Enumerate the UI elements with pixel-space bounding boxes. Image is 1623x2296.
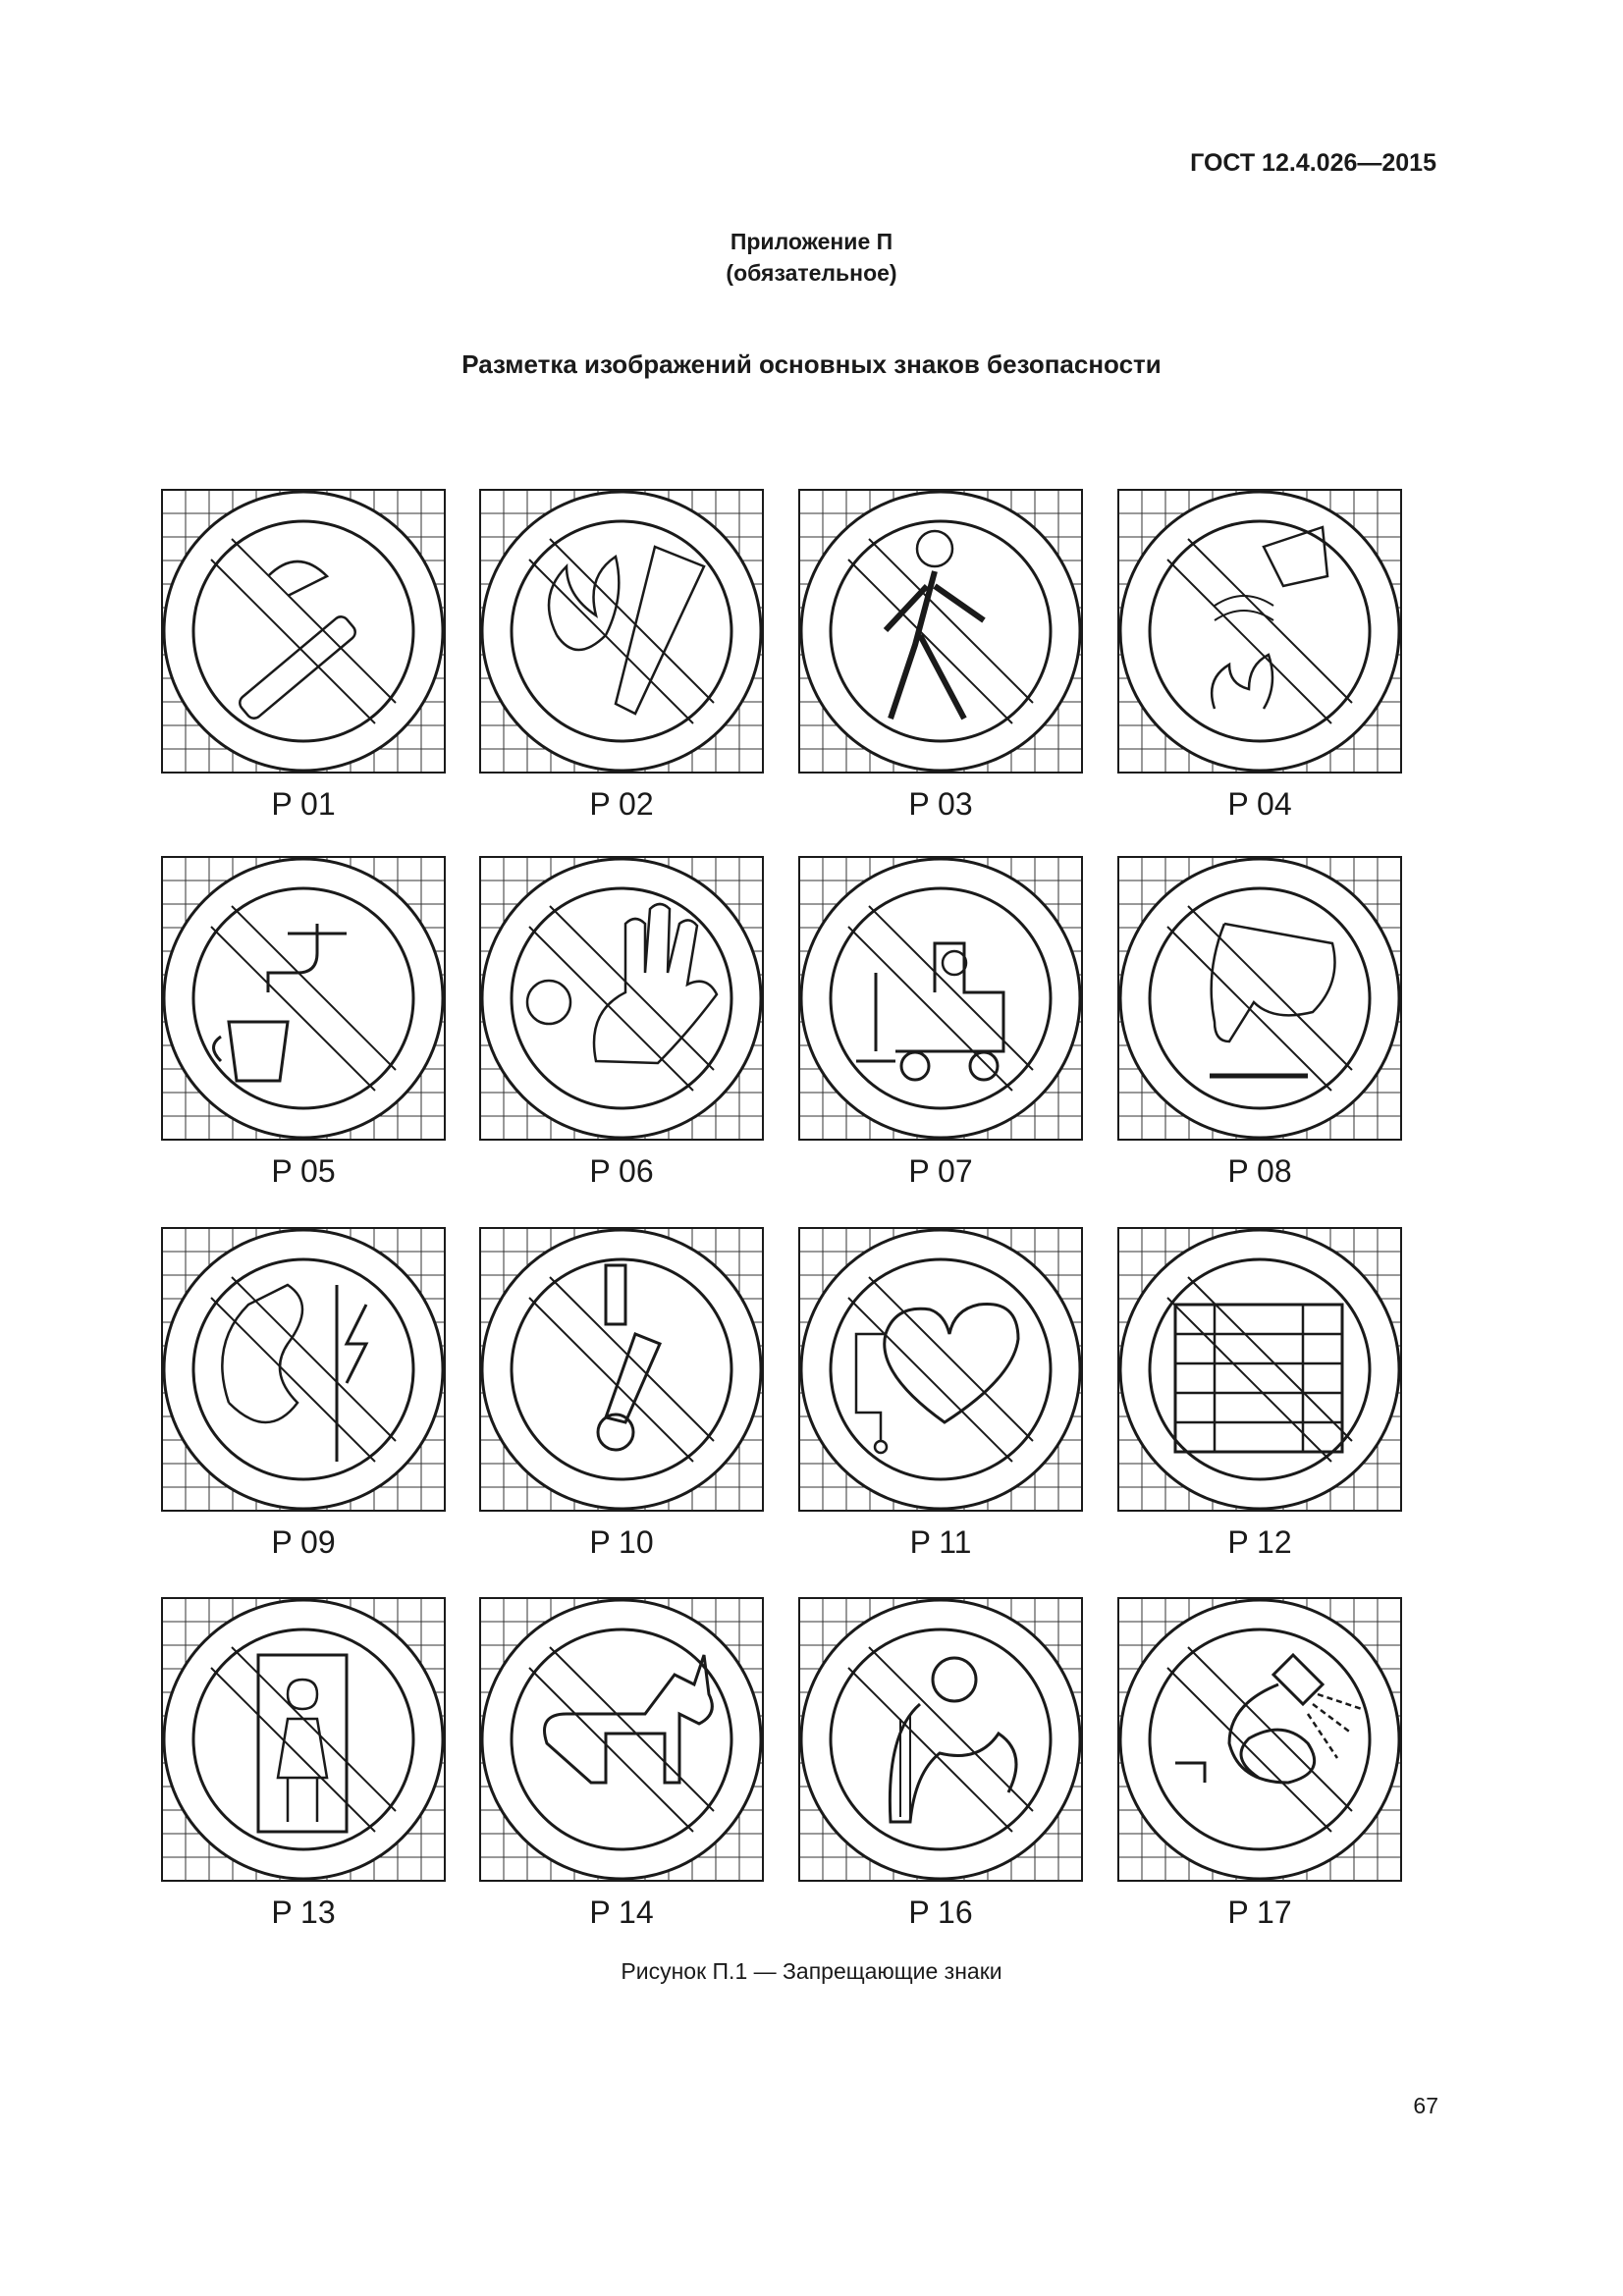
appendix-title: Приложение П — [730, 229, 893, 254]
sign-code: P 01 — [271, 786, 336, 822]
sign-10 — [478, 1226, 765, 1561]
sign-9 — [160, 1226, 447, 1561]
sign-code: P 10 — [589, 1524, 654, 1560]
do-not-touch-icon — [1116, 855, 1403, 1142]
section-heading: Разметка изображений основных знаков безопасности — [461, 349, 1162, 379]
page-number: 67 — [1413, 2093, 1438, 2118]
sign-2 — [478, 488, 765, 823]
sign-code: P 12 — [1227, 1524, 1292, 1560]
do-not-obstruct-icon — [1116, 1226, 1403, 1513]
do-not-touch-electrical-icon — [160, 1226, 447, 1513]
not-drinking-water-icon — [160, 855, 447, 1142]
sign-15 — [797, 1596, 1084, 1931]
appendix-status: (обязательное) — [726, 260, 897, 286]
no-open-flame-icon — [478, 488, 765, 774]
appendix-heading — [0, 226, 1623, 289]
sign-12 — [1116, 1226, 1403, 1561]
sign-code: P 08 — [1227, 1153, 1292, 1189]
sign-14 — [478, 1596, 765, 1931]
no-metal-implants-icon — [160, 1596, 447, 1883]
sign-code: P 14 — [589, 1895, 654, 1930]
sign-code: P 11 — [909, 1524, 972, 1560]
standard-number: ГОСТ 12.4.026—2015 — [1190, 149, 1436, 177]
sign-code: P 07 — [908, 1153, 973, 1189]
sign-1 — [160, 488, 447, 823]
no-smoking-icon — [160, 488, 447, 774]
sign-6 — [478, 855, 765, 1190]
sign-code: P 06 — [589, 1153, 654, 1189]
sign-5 — [160, 855, 447, 1190]
sign-3 — [797, 488, 1084, 823]
sign-16 — [1116, 1596, 1403, 1931]
no-forklifts-icon — [797, 855, 1084, 1142]
no-access-unauthorized-icon — [478, 855, 765, 1142]
no-pacemakers-icon — [797, 1226, 1084, 1513]
sign-7 — [797, 855, 1084, 1190]
do-not-switch-on-icon — [478, 1226, 765, 1513]
sign-code: P 16 — [908, 1895, 973, 1930]
no-animals-icon — [478, 1596, 765, 1883]
sign-code: P 13 — [271, 1895, 336, 1930]
sign-code: P 04 — [1227, 786, 1292, 822]
no-people-in-lift-icon — [797, 1596, 1084, 1883]
sign-8 — [1116, 855, 1403, 1190]
figure-caption: Рисунок П.1 — Запрещающие знаки — [621, 1958, 1002, 1984]
sign-code: P 02 — [589, 786, 654, 822]
sign-code: P 09 — [271, 1524, 336, 1560]
sign-13 — [160, 1596, 447, 1931]
sign-code: P 03 — [908, 786, 973, 822]
no-pedestrians-icon — [797, 488, 1084, 774]
sign-code: P 05 — [271, 1153, 336, 1189]
sign-4 — [1116, 488, 1403, 823]
no-water-spray-icon — [1116, 1596, 1403, 1883]
no-water-extinguishing-icon — [1116, 488, 1403, 774]
sign-code: P 17 — [1227, 1895, 1292, 1930]
sign-11 — [797, 1226, 1084, 1561]
